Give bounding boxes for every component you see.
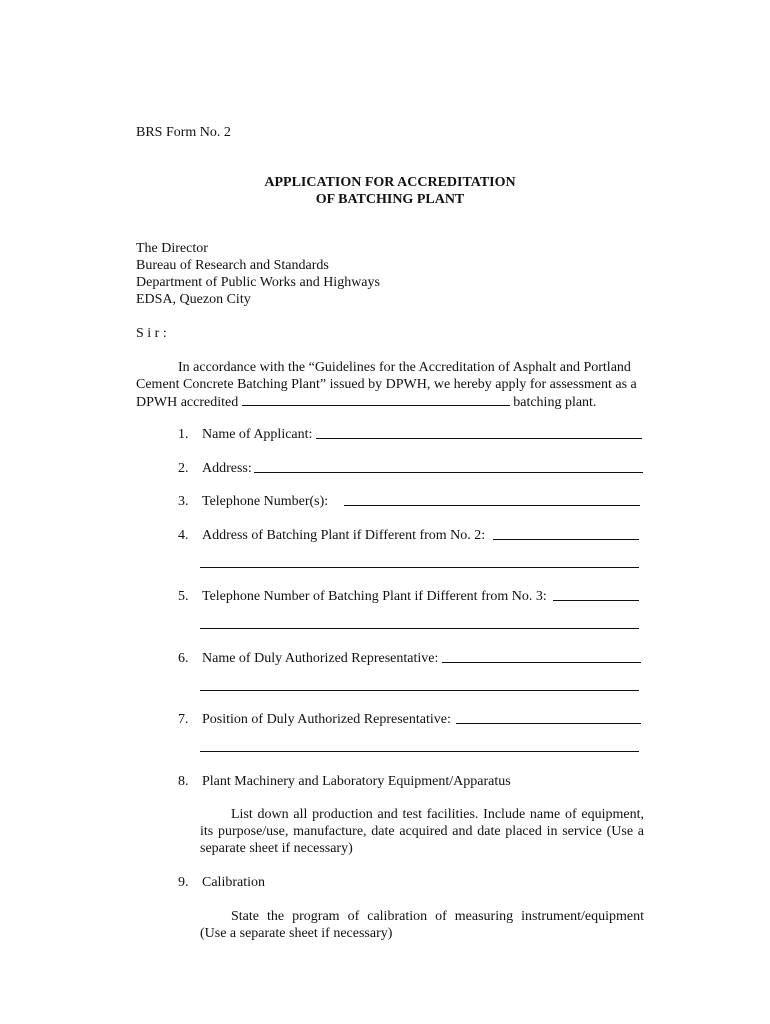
instruction-line: (Use a separate sheet if necessary)	[200, 926, 393, 941]
telephone-field[interactable]	[344, 505, 640, 506]
item-label: Address:	[202, 461, 252, 476]
addressee-line: EDSA, Quezon City	[136, 292, 251, 307]
item-label: Telephone Number of Batching Plant if Different from No. 3:	[202, 589, 547, 604]
address-field[interactable]	[254, 472, 643, 473]
plant-telephone-field[interactable]	[553, 600, 639, 601]
item-label: Address of Batching Plant if Different from No. 2:	[202, 528, 486, 543]
name-of-applicant-field[interactable]	[316, 438, 642, 439]
form-title-line1: APPLICATION FOR ACCREDITATION	[264, 175, 516, 190]
form-title-line2: OF BATCHING PLANT	[315, 192, 465, 207]
form-number: BRS Form No. 2	[136, 125, 231, 140]
representative-name-field-line2[interactable]	[200, 690, 639, 691]
salutation: S i r :	[136, 326, 167, 341]
intro-text-before-blank: DPWH accredited	[136, 395, 239, 410]
instruction-line: State the program of calibration of measuring instrument/equipment	[231, 909, 644, 924]
item-representative-name	[178, 650, 438, 667]
item-label: Plant Machinery and Laboratory Equipment/Apparatus	[202, 774, 511, 789]
item-number: 4.	[178, 528, 189, 543]
item-number: 3.	[178, 494, 189, 509]
intro-line	[136, 393, 596, 411]
intro-line: Cement Concrete Batching Plant” issued by DPWH, we hereby apply for assessment as a	[136, 377, 637, 392]
representative-position-field[interactable]	[456, 723, 641, 724]
instruction-line: List down all production and test facilities. Include name of equipment,	[231, 807, 644, 822]
item-number: 7.	[178, 712, 189, 727]
representative-position-field-line2[interactable]	[200, 751, 639, 752]
item-label: Name of Applicant:	[202, 427, 313, 442]
plant-address-field-line2[interactable]	[200, 567, 639, 568]
item-representative-position	[178, 711, 451, 728]
item-number: 6.	[178, 651, 189, 666]
item-number: 1.	[178, 427, 189, 442]
plant-telephone-field-line2[interactable]	[200, 628, 639, 629]
item-number: 2.	[178, 461, 189, 476]
accreditation-type-blank[interactable]	[242, 393, 510, 406]
item-plant-telephone	[178, 588, 547, 605]
instruction-line: its purpose/use, manufacture, date acquired and date placed in service (Use a	[200, 824, 644, 839]
intro-text-after-blank: batching plant.	[513, 395, 597, 410]
item-number: 5.	[178, 589, 189, 604]
addressee-line: Bureau of Research and Standards	[136, 258, 329, 273]
item-plant-machinery	[178, 773, 511, 790]
item-telephone	[178, 493, 328, 510]
instruction-line: separate sheet if necessary)	[200, 841, 353, 856]
item-number: 9.	[178, 875, 189, 890]
addressee-line: The Director	[136, 241, 208, 256]
intro-line: In accordance with the “Guidelines for the Accreditation of Asphalt and Portland	[178, 360, 631, 375]
plant-address-field[interactable]	[493, 539, 639, 540]
item-label: Position of Duly Authorized Representative:	[202, 712, 451, 727]
item-number: 8.	[178, 774, 189, 789]
item-label: Telephone Number(s):	[202, 494, 329, 509]
item-name-of-applicant	[178, 426, 312, 443]
addressee-line: Department of Public Works and Highways	[136, 275, 380, 290]
item-calibration	[178, 874, 265, 891]
item-label: Calibration	[202, 875, 265, 890]
representative-name-field[interactable]	[442, 662, 641, 663]
item-plant-address	[178, 527, 485, 544]
item-address	[178, 460, 252, 477]
item-label: Name of Duly Authorized Representative:	[202, 651, 439, 666]
